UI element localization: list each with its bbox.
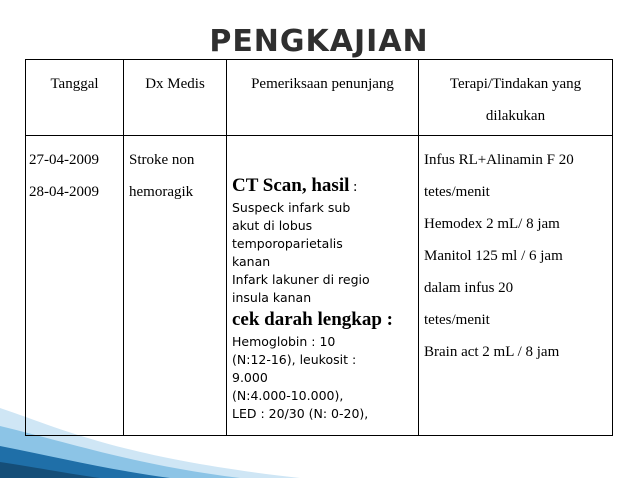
ct-scan-colon: :	[349, 179, 358, 195]
dx-line-1: Stroke non	[129, 152, 195, 168]
header-tanggal-label: Tanggal	[50, 76, 99, 92]
ct-result-4: kanan	[232, 254, 271, 269]
data-row	[26, 136, 613, 436]
ct-result-5: Infark lakuner di regio	[232, 272, 370, 287]
date-2: 28-04-2009	[29, 184, 99, 200]
lab-result-4: (N:4.000-10.000),	[232, 388, 344, 403]
header-pemeriksaan	[227, 60, 419, 136]
dx-line-2: hemoragik	[129, 184, 194, 200]
lab-result-2: (N:12-16), leukosit :	[232, 352, 357, 367]
header-dx-medis	[124, 60, 227, 136]
terapi-line-6: tetes/menit	[424, 312, 490, 328]
ct-scan-heading	[232, 173, 413, 199]
ct-result-1: Suspeck infark sub	[232, 200, 351, 215]
terapi-line-1: Infus RL+Alinamin F 20	[424, 152, 574, 168]
dx-medis-cell	[124, 136, 227, 436]
header-terapi-line2: dilakukan	[485, 108, 546, 124]
terapi-line-7: Brain act 2 mL / 8 jam	[424, 344, 560, 360]
pemeriksaan-cell	[227, 136, 419, 436]
lab-heading: cek darah lengkap :	[232, 309, 393, 330]
assessment-table	[25, 59, 613, 436]
terapi-line-3: Hemodex 2 mL/ 8 jam	[424, 216, 560, 232]
terapi-line-5: dalam infus 20	[424, 280, 514, 296]
lab-result-3: 9.000	[232, 370, 268, 385]
ct-result-6: insula kanan	[232, 290, 312, 305]
ct-result-3: temporoparietalis	[232, 236, 343, 251]
page-title: PENGKAJIAN	[209, 24, 429, 59]
terapi-line-4: Manitol 125 ml / 6 jam	[424, 248, 563, 264]
ct-scan-title: CT Scan, hasil	[232, 175, 350, 196]
ct-result-2: akut di lobus	[232, 218, 313, 233]
header-tanggal	[26, 60, 124, 136]
header-terapi	[419, 60, 613, 136]
terapi-cell	[419, 136, 613, 436]
header-dx-medis-label: Dx Medis	[145, 76, 205, 92]
header-pemeriksaan-label: Pemeriksaan penunjang	[251, 76, 394, 92]
dates-cell	[26, 136, 124, 436]
header-terapi-line1: Terapi/Tindakan yang	[449, 76, 582, 92]
terapi-line-2: tetes/menit	[424, 184, 490, 200]
header-row	[26, 60, 613, 136]
date-1: 27-04-2009	[29, 152, 99, 168]
lab-result-5: LED : 20/30 (N: 0-20),	[232, 406, 369, 421]
lab-result-1: Hemoglobin : 10	[232, 334, 336, 349]
